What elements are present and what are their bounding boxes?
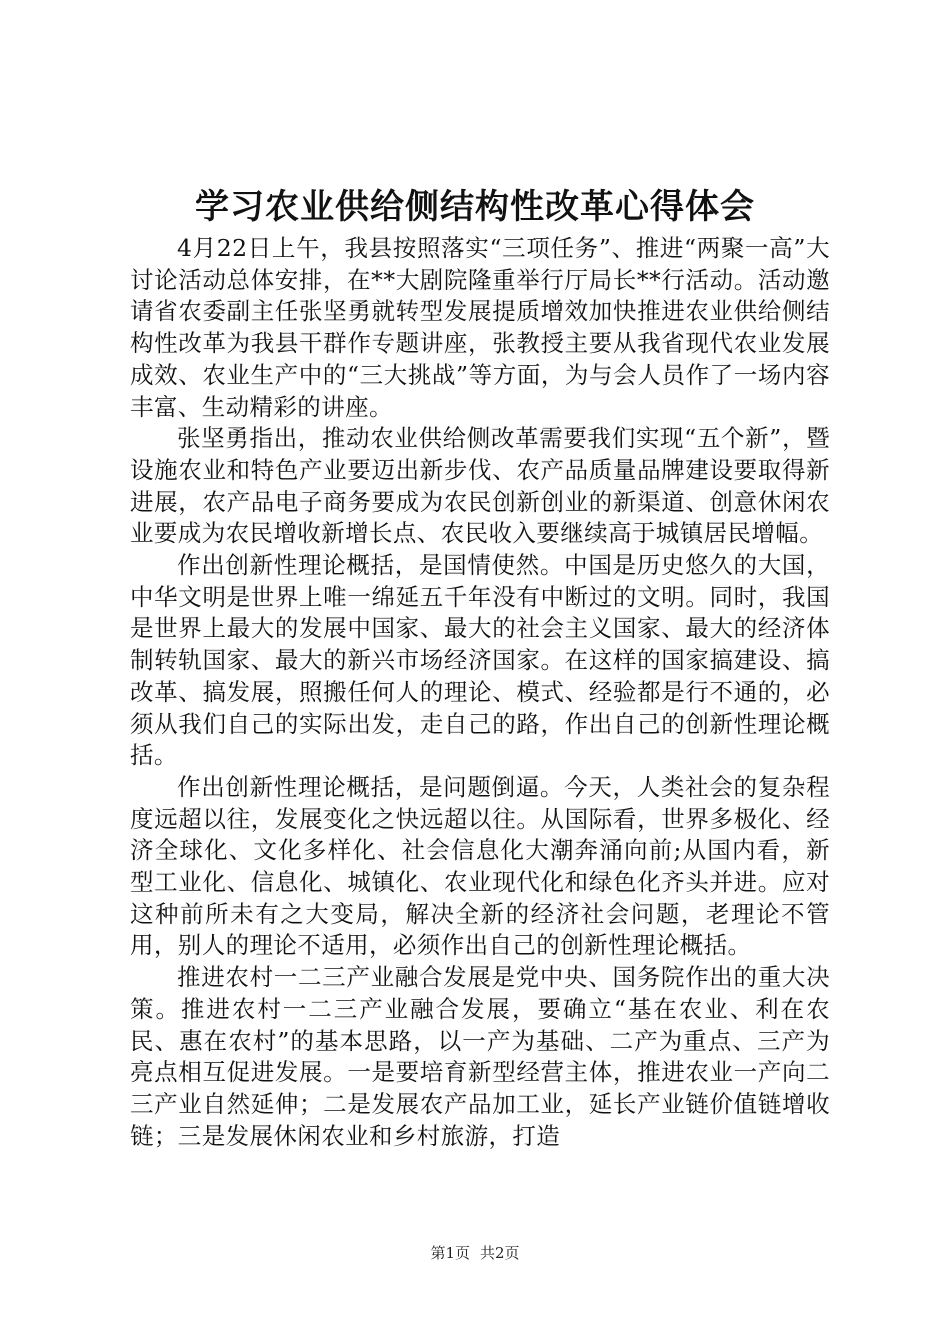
document-body <box>130 233 830 1152</box>
paragraph-3: 作出创新性理论概括，是国情使然。中国是历史悠久的大国，中华文明是世界上唯一绵延五千年没有中断过的文明。同时，我国是世界上最大的发展中国家、最大的社会主义国家、最大的经济体制转轨国家、最大的新兴市场经济国家。在这样的国家搞建设、搞改革、搞发展，照搬任何人的理论、模式、经验都是行不通的，必须从我们自己的实际出发，走自己的路，作出自己的创新性理论概括。 <box>130 551 830 770</box>
page-footer <box>0 1241 950 1265</box>
document-title: 学习农业供给侧结构性改革心得体会 <box>195 187 755 227</box>
page-number-current: 第1页 <box>430 1244 470 1262</box>
paragraph-2: 张坚勇指出，推动农业供给侧改革需要我们实现“五个新”，暨设施农业和特色产业要迈出新步伐、农产品质量品牌建设要取得新进展，农产品电子商务要成为农民创新创业的新渠道、创意休闲农业要成为农民增收新增长点、农民收入要继续高于城镇居民增幅。 <box>130 424 830 548</box>
paragraph-1: 4月22日上午，我县按照落实“三项任务”、推进“两聚一高”大讨论活动总体安排，在**大剧院隆重举行厅局长**行活动。活动邀请省农委副主任张坚勇就转型发展提质增效加快推进农业供给侧结构性改革为我县干群作专题讲座，张教授主要从我省现代农业发展成效、农业生产中的“三大挑战”等方面，为与会人员作了一场内容丰富、生动精彩的讲座。 <box>130 234 830 421</box>
page-number-total: 共2页 <box>480 1244 520 1262</box>
paragraph-4: 作出创新性理论概括，是问题倒逼。今天，人类社会的复杂程度远超以往，发展变化之快远超以往。从国际看，世界多极化、经济全球化、文化多样化、社会信息化大潮奔涌向前;从国内看，新型工业化、信息化、城镇化、农业现代化和绿色化齐头并进。应对这种前所未有之大变局，解决全新的经济社会问题，老理论不管用，别人的理论不适用，必须作出自己的创新性理论概括。 <box>130 772 830 960</box>
paragraph-5: 推进农村一二三产业融合发展是党中央、国务院作出的重大决策。推进农村一二三产业融合发展，要确立“基在农业、利在农民、惠在农村”的基本思路，以一产为基础、二产为重点、三产为亮点相互促进发展。一是要培育新型经营主体，推进农业一产向二三产业自然延伸；二是发展农产品加工业，延长产业链价值链增收链；三是发展休闲农业和乡村旅游，打造 <box>130 963 830 1150</box>
